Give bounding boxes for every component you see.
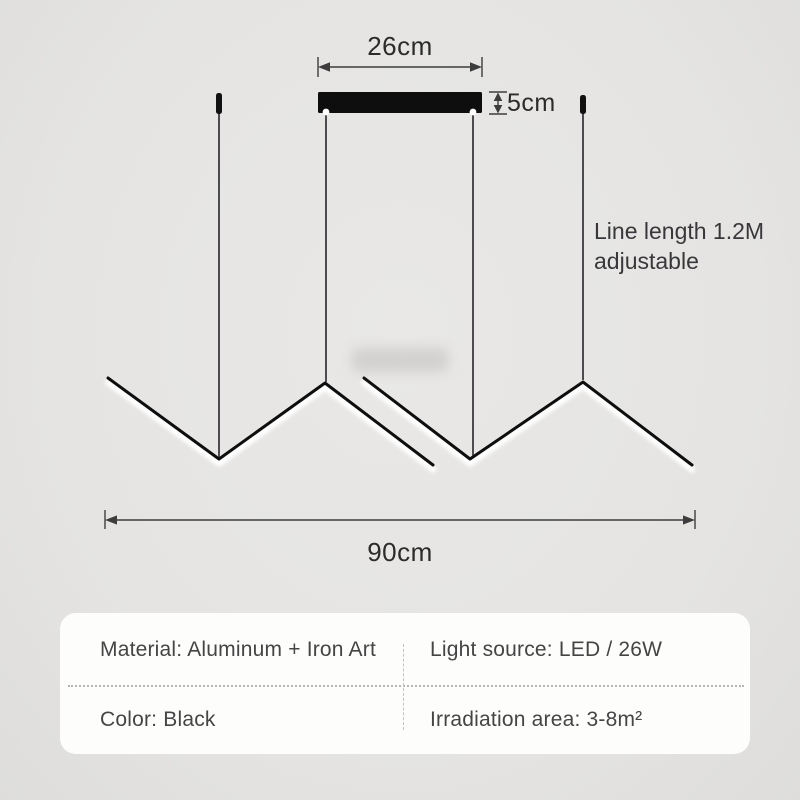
dim-arrow-right xyxy=(470,62,482,72)
label-bar-width: 26cm xyxy=(367,31,433,61)
dimension-bar-height xyxy=(489,92,507,114)
wire-connector xyxy=(323,109,330,116)
dim-arrow-right xyxy=(683,515,695,524)
wire-connector xyxy=(470,109,477,116)
wire-top-cap xyxy=(216,93,222,114)
spec-panel xyxy=(60,613,750,754)
wire-top-cap xyxy=(580,95,586,114)
line-length-note-line2: adjustable xyxy=(594,248,699,274)
spec-color: Color: Black xyxy=(100,708,216,731)
label-bar-height: 5cm xyxy=(507,89,556,117)
ceiling-bar xyxy=(318,92,482,113)
spec-irradiation-area: Irradiation area: 3-8m² xyxy=(430,708,643,731)
line-length-note xyxy=(594,216,784,276)
spec-light-source: Light source: LED / 26W xyxy=(430,637,663,661)
spec-material: Material: Aluminum + Iron Art xyxy=(100,637,376,661)
watermark xyxy=(352,348,448,372)
dim-arrow-up xyxy=(494,93,503,102)
line-length-note-line1: Line length 1.2M xyxy=(594,218,765,244)
dim-arrow-left xyxy=(105,515,117,524)
vertical-divider xyxy=(403,644,404,730)
dimension-overall-width xyxy=(105,510,695,529)
dim-arrow-left xyxy=(318,62,330,72)
dim-arrow-down xyxy=(494,105,503,114)
label-overall-width: 90cm xyxy=(367,537,433,567)
